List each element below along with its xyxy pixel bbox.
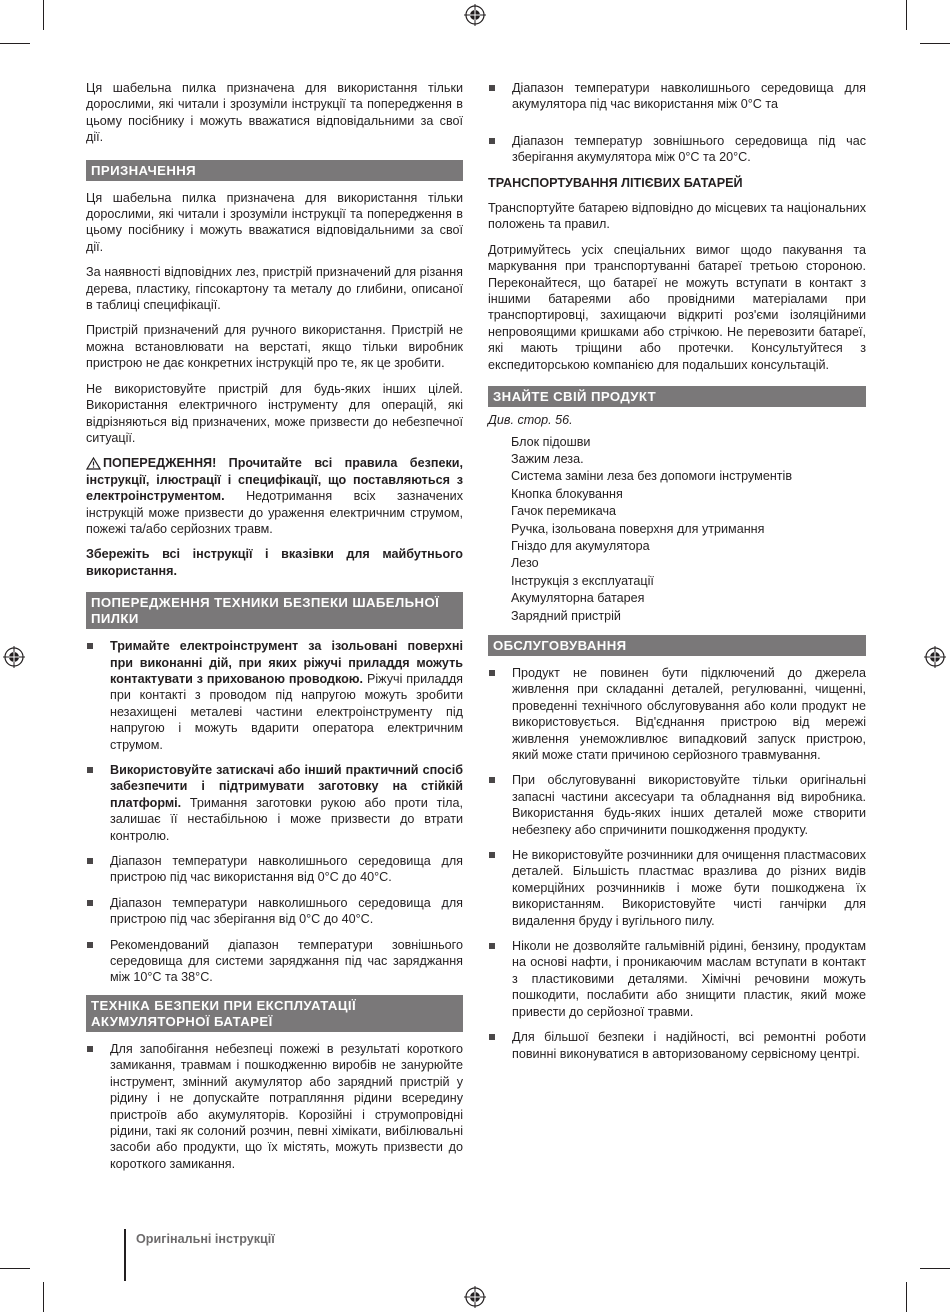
list-item — [86, 638, 463, 753]
page-reference: Див. стор. 56. — [488, 413, 573, 428]
section-heading-saw-safety: ПОПЕРЕДЖЕННЯ ТЕХНИКИ БЕЗПЕКИ ШАБЕЛЬНОЇ ПИЛКИ — [86, 592, 463, 629]
crop-mark — [0, 43, 30, 44]
parts-list-item: Зажим леза. — [511, 451, 584, 466]
bullet-icon — [489, 670, 495, 676]
section-heading-battery-safety: ТЕХНІКА БЕЗПЕКИ ПРИ ЕКСПЛУАТАЦІЇ АКУМУЛЯТОРНОЇ БАТАРЕЇ — [86, 995, 463, 1032]
parts-list-item: Лезо — [511, 556, 539, 571]
list-item-text: Продукт не повинен бути підключений до джерела живлення при складанні деталей, регулюванні, чищенні, проведенні технічного обслуговування або коли продукт не використовується. Від'єднання пристрою від мережі живлення унеможливлює випадковий запуск пристрою, який може стати причиною серйозного травмування. — [512, 665, 866, 762]
list-item — [488, 1029, 866, 1062]
footer-label: Оригінальні інструкції — [136, 1232, 275, 1246]
list-item-text: Для запобігання небезпеці пожежі в результаті короткого замикання, травмам і пошкодженню виробів не занурюйте інструмент, змінний акумулятор або зарядний пристрій у рідину і не допускайте потрапляння рідини всередину пристроїв або акумуляторів. Корозійні і струмопровідні рідини, такі як солоний розчин, певні хімікати, вибілювальні засоби або продукти, що їх містять, можуть призвести до короткого замикання. — [110, 1041, 463, 1171]
bullet-icon — [87, 942, 93, 948]
bullet-icon — [489, 943, 495, 949]
crop-mark — [43, 1282, 44, 1312]
list-item-text: Діапазон температури навколишнього середовища для пристрою під час використання від 0°C до 40°C. — [110, 854, 463, 885]
warning-text: Недотримання всіх зазначених інструкцій може призвести до ураження електричним струмом, пожежі та/або серйозних травм. — [86, 489, 463, 536]
parts-list-item: Система заміни леза без допомоги інструментів — [511, 469, 793, 484]
warning-paragraph — [86, 455, 463, 537]
section-heading-purpose: ПРИЗНАЧЕННЯ — [86, 160, 463, 181]
list-item — [86, 895, 463, 928]
list-item — [488, 665, 866, 763]
transport-paragraph: Транспортуйте батарею відповідно до місцевих та національних положень та правил. — [488, 201, 866, 232]
maintenance-list — [488, 665, 866, 1062]
bullet-icon — [489, 777, 495, 783]
parts-list-item: Акумуляторна батарея — [511, 591, 645, 606]
purpose-paragraph: За наявності відповідних лез, пристрій призначений для різання дерева, пластику, гіпсокартону та металу до глибини, описаної в таблиці специфікації. — [86, 265, 463, 313]
list-item-bold: Тримайте електроінструмент за ізольовані поверхні при виконанні дій, при яких ріжучі приладдя можуть контактувати з прихованою проводкою. — [110, 639, 463, 686]
registration-mark-icon — [924, 646, 946, 668]
parts-list-item: Гачок перемикача — [511, 504, 617, 519]
registration-mark-icon — [464, 4, 486, 26]
registration-mark-icon — [3, 646, 25, 668]
list-item — [86, 853, 463, 886]
bullet-icon — [489, 138, 495, 144]
list-item — [86, 937, 463, 986]
list-item-text: Ніколи не дозволяйте гальмівній рідині, бензину, продуктам на основі нафти, і проникаючим маслам вступати в контакт з пластиковими деталями. Хімічні речовини можуть пошкодити, послабити або знищити пластик, який може привести до серйозної травми. — [512, 939, 866, 1019]
bullet-icon — [489, 85, 495, 91]
list-item-text: Тримання заготовки рукою або проти тіла, залишає її нестабільною і може призвести до втрати контролю. — [110, 795, 463, 843]
parts-list-item: Зарядний пристрій — [511, 608, 621, 623]
list-item-text: Діапазон температур зовнішнього середовища під час зберігання акумулятора між 0°C та 20°C. — [512, 133, 866, 165]
transport-heading: ТРАНСПОРТУВАННЯ ЛІТІЄВИХ БАТАРЕЙ — [488, 175, 743, 190]
warning-triangle-icon — [86, 457, 101, 470]
list-item-text: Діапазон температури навколишнього середовища для акумулятора під час використання між 0°C та — [512, 81, 866, 112]
list-item — [86, 762, 463, 844]
list-item — [488, 772, 866, 838]
footer-divider — [124, 1229, 126, 1281]
parts-list-item: Блок підошви — [511, 434, 591, 449]
parts-list — [488, 434, 866, 625]
bullet-icon — [489, 1034, 495, 1040]
list-item — [488, 133, 866, 166]
bullet-icon — [489, 852, 495, 858]
list-item-bold: Використовуйте затискачі або інший практичний спосіб забезпечити і підтримувати заготовку на стійкій платформі. — [110, 763, 463, 810]
bullet-icon — [87, 767, 93, 773]
list-item — [488, 938, 866, 1020]
parts-list-item: Інструкція з експлуатації — [511, 573, 654, 588]
save-instructions-note: Збережіть всі інструкції і вказівки для майбутнього використання. — [86, 547, 463, 578]
warning-bold-text: ПОПЕРЕДЖЕННЯ! Прочитайте всі правила безпеки, інструкції, ілюстрації і специфікації, що поставляються з електроінструментом. — [86, 456, 463, 504]
section-heading-know-product: ЗНАЙТЕ СВІЙ ПРОДУКТ — [488, 386, 866, 407]
bullet-icon — [87, 900, 93, 906]
parts-list-item: Кнопка блокування — [511, 486, 623, 501]
crop-mark — [906, 1282, 907, 1312]
crop-mark — [0, 1268, 30, 1269]
battery-safety-list — [86, 1041, 463, 1172]
section-heading-maintenance: ОБСЛУГОВУВАННЯ — [488, 635, 866, 656]
left-column — [86, 80, 463, 1181]
list-item-text: Рекомендований діапазон температури зовнішнього середовища для системи заряджання під час заряджання між 10°C та 38°C. — [110, 937, 463, 985]
intro-paragraph: Ця шабельна пилка призначена для використання тільки дорослими, які читали і зрозуміли інструкції та попередження в цьому посібнику і можуть вважатися відповідальними за свої дії. — [86, 81, 463, 145]
list-item-text: При обслуговуванні використовуйте тільки оригінальні запасні частини аксесуари та обладнання від виробника. Використання будь-яких інших деталей може створити небезпеку або спричинити пошкодження продукту. — [512, 773, 866, 837]
crop-mark — [920, 1268, 950, 1269]
transport-paragraph: Дотримуйтесь усіх спеціальних вимог щодо пакування та маркування при транспортуванні батареї третьою стороною. Переконайтеся, що батареї не можуть вступати в контакт з іншими батареями або провідними матеріалами при транспортировці, захищаючи відкриті роз'єми ізоляційними непровоящими кришками або стрічкою. Не перевозити батареї, які мають тріщини або протечки. Консультуйтеся з експедиторською компанією для подальших консультацій. — [488, 242, 866, 372]
crop-mark — [43, 0, 44, 30]
parts-list-item: Гніздо для акумулятора — [511, 538, 650, 553]
list-item — [86, 1041, 463, 1172]
right-column — [488, 80, 866, 1071]
bullet-icon — [87, 643, 93, 649]
saw-safety-list — [86, 638, 463, 986]
bullet-icon — [87, 858, 93, 864]
list-item-text: Не використовуйте розчинники для очищення пластмасових деталей. Більшість пластмас вразлива до різних видів комерційних розчинників і може бути пошкоджена їх використанням. Використовуйте чисті ганчірки для видалення бруду і вугільного пилу. — [512, 848, 866, 928]
purpose-paragraph: Пристрій призначений для ручного використання. Пристрій не можна встановлювати на верстаті, якщо тільки виробник пристрою не дає конкретних інструкцій про те, як це зробити. — [86, 323, 463, 371]
list-item-text: Діапазон температури навколишнього середовища для пристрою під час зберігання від 0°C до 40°C. — [110, 895, 463, 927]
list-item — [488, 847, 866, 929]
battery-temperature-list — [488, 80, 866, 166]
list-item-text: Ріжучі приладдя при контакті з проводом під напругою можуть зробити незахищені металеві частини електроінструменту під напругою і можуть вдарити оператора електричним струмом. — [110, 671, 463, 752]
bullet-icon — [87, 1046, 93, 1052]
purpose-paragraph: Не використовуйте пристрій для будь-яких інших цілей. Використання електричного інструменту для операцій, які відрізняються від призначених, може призвести до небезпечної ситуації. — [86, 381, 463, 445]
list-item — [488, 80, 866, 113]
parts-list-item: Ручка, ізольована поверхня для утримання — [511, 521, 765, 536]
purpose-paragraph: Ця шабельна пилка призначена для використання тільки дорослими, які читали і зрозуміли інструкції та попередження в цьому посібнику і можуть вважатися відповідальними за свої дії. — [86, 190, 463, 254]
list-item-text: Для більшої безпеки і надійності, всі ремонтні роботи повинні виконуватися в авторизованому сервісному центрі. — [512, 1030, 866, 1061]
crop-mark — [920, 43, 950, 44]
registration-mark-icon — [464, 1286, 486, 1308]
crop-mark — [906, 0, 907, 30]
